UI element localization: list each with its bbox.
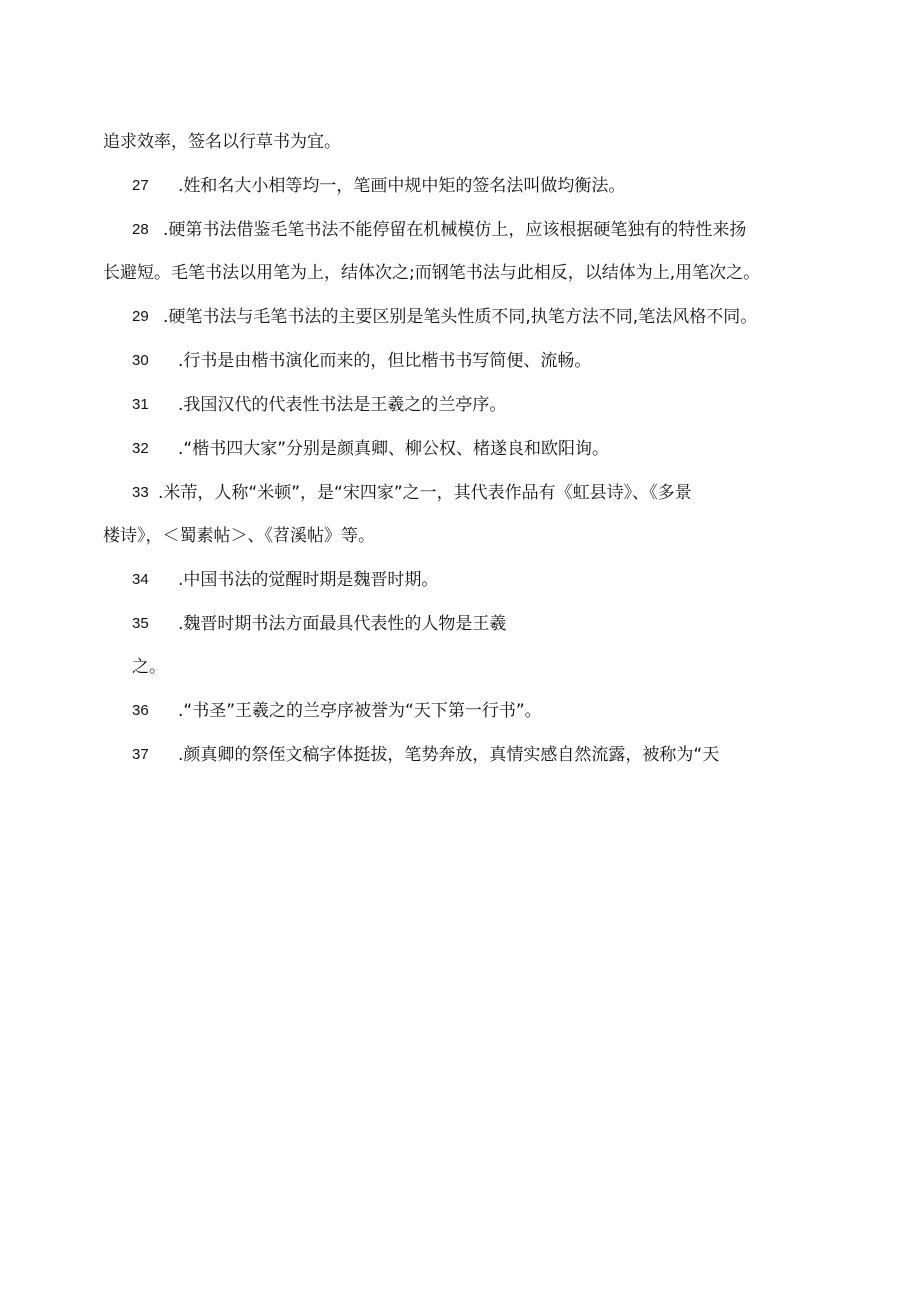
item-text: .“书圣”王羲之的兰亭序被誉为“天下第一行书”。: [178, 701, 542, 721]
item-text: .中国书法的觉醒时期是魏晋时期。: [178, 570, 439, 590]
item-number: 29: [132, 308, 149, 325]
text-line-continuation: 之。: [132, 657, 166, 677]
item-text: .“楷书四大家”分别是颜真卿、柳公权、楮遂良和欧阳询。: [178, 439, 610, 459]
item-number: 36: [132, 702, 149, 719]
item-number: 33: [132, 484, 149, 501]
item-number: 28: [132, 221, 149, 238]
item-number: 37: [132, 746, 149, 763]
text-line-continuation: 追求效率，签名以行草书为宜。: [103, 132, 341, 152]
item-number: 27: [132, 177, 149, 194]
item-text: .我国汉代的代表性书法是王羲之的兰亭序。: [178, 395, 507, 415]
item-number: 35: [132, 615, 149, 632]
item-number: 30: [132, 352, 149, 369]
item-text: .硬笔书法与毛笔书法的主要区别是笔头性质不同,执笔方法不同,笔法风格不同。: [163, 307, 758, 327]
item-number: 32: [132, 440, 149, 457]
item-number: 34: [132, 571, 149, 588]
item-text: .魏晋时期书法方面最具代表性的人物是王羲: [178, 614, 507, 634]
item-number: 31: [132, 396, 149, 413]
item-text: .硬第书法借鉴毛笔书法不能停留在机械模仿上，应该根据硬笔独有的特性来扬: [163, 220, 747, 240]
item-text: .米芾，人称“米顿”，是“宋四家”之一，其代表作品有《虹县诗》、《多景: [158, 483, 692, 503]
item-text: .颜真卿的祭侄文稿字体挺拔，笔势奔放，真情实感自然流露，被称为“天: [178, 745, 720, 765]
text-line-continuation: 长避短。毛笔书法以用笔为上，结体次之;而钢笔书法与此相反，以结体为上,用笔次之。: [103, 263, 761, 283]
item-text: .姓和名大小相等均一，笔画中规中矩的签名法叫做均衡法。: [178, 176, 626, 196]
text-line-continuation: 楼诗》，＜蜀素帖＞、《苕溪帖》等。: [103, 526, 375, 546]
item-text: .行书是由楷书演化而来的，但比楷书书写简便、流畅。: [178, 351, 592, 371]
